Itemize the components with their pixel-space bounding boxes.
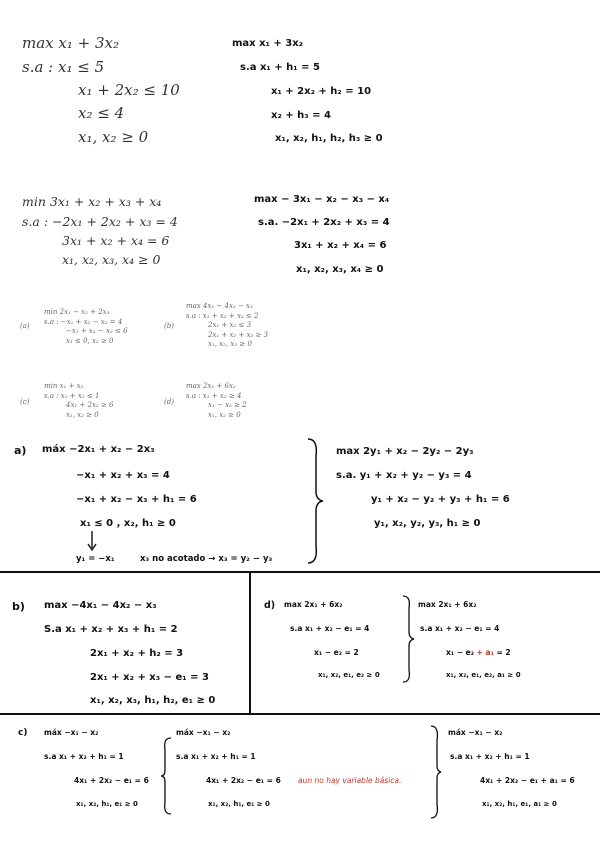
p1-typed-nonneg: x₁, x₂ ≥ 0 — [78, 128, 149, 146]
sol-c-constraint-1: s.a x₁ + x₂ + h₁ = 1 — [44, 752, 124, 761]
sol-c-step2-constraint-2: 4x₁ + 2x₂ − e₁ = 6 — [206, 776, 281, 785]
sol-d-std-objective: max 2x₁ + 6x₂ — [418, 600, 477, 609]
ex-a-statement: min 2x₁ − x₂ + 2x₃ s.a : −x₁ + x₂ − x₃ = 4 −x₁ + x₂ − x₃ ≤ 6 x₁ ≤ 0, x₂ ≥ 0 — [44, 308, 128, 345]
brace-icon — [428, 724, 442, 820]
divider-horizontal-1 — [0, 571, 600, 573]
ex-c-statement: min x₁ + x₂ s.a : x₁ + x₂ ≤ 1 4x₁ + 2x₂ ≥ 6 x₁, x₂ ≥ 0 — [44, 382, 114, 419]
ex-b-tag: (b) — [164, 322, 174, 330]
sol-c-nonneg: x₁, x₂, h₁, e₁ ≥ 0 — [76, 800, 138, 808]
p1-hand-constraint-3: x₂ + h₃ = 4 — [271, 110, 331, 121]
sol-a-std-constraint-1: s.a. y₁ + x₂ + y₂ − y₃ = 4 — [336, 470, 472, 481]
p2-typed-nonneg: x₁, x₂, x₃, x₄ ≥ 0 — [62, 252, 161, 267]
sol-a-objective: máx −2x₁ + x₂ − 2x₃ — [42, 444, 155, 455]
sol-a-substitution-2: x₃ no acotado → x₃ = y₂ − y₃ — [140, 554, 273, 564]
sol-b-nonneg: x₁, x₂, x₃, h₁, h₂, e₁ ≥ 0 — [90, 695, 216, 706]
p1-hand-constraint-2: x₁ + 2x₂ + h₂ = 10 — [271, 86, 372, 97]
sol-d-std-constraint-1: s.a x₁ + x₂ − e₁ = 4 — [420, 624, 500, 633]
ex-a-tag: (a) — [20, 322, 30, 330]
sol-c-step2-constraint-1: s.a x₁ + x₂ + h₁ = 1 — [176, 752, 256, 761]
sol-d-objective: max 2x₁ + 6x₂ — [284, 600, 343, 609]
sol-a-constraint-2: −x₁ + x₂ − x₃ + h₁ = 6 — [76, 494, 197, 505]
p2-hand-constraint-2: 3x₁ + x₂ + x₄ = 6 — [294, 240, 387, 251]
sol-d-tag: d) — [264, 600, 276, 611]
ex-c-tag: (c) — [20, 398, 30, 406]
brace-icon — [160, 736, 174, 816]
ex-d-statement: max 2x₁ + 6x₂ s.a : x₁ + x₂ ≥ 4 x₁ − x₂ ≥ 2 x₁, x₂ ≥ 0 — [186, 382, 247, 419]
artificial-variable-highlight: + a₁ — [474, 648, 497, 657]
sol-d-nonneg: x₁, x₂, e₁, e₂ ≥ 0 — [318, 671, 380, 679]
no-basic-variable-note: aun no hay variable básica. — [298, 776, 402, 785]
sol-a-constraint-1: −x₁ + x₂ + x₃ = 4 — [76, 470, 170, 481]
sol-d-std-constraint-2: x₁ − e₂ + a₁ = 2 — [446, 648, 511, 657]
p2-typed-constraint-1: s.a : −2x₁ + 2x₂ + x₃ = 4 — [22, 214, 178, 229]
p2-hand-objective: max − 3x₁ − x₂ − x₃ − x₄ — [254, 194, 390, 205]
sol-c-final-objective: máx −x₁ − x₂ — [448, 728, 503, 737]
brace-icon — [304, 436, 326, 566]
p1-hand-objective: max x₁ + 3x₂ — [232, 38, 304, 49]
sol-a-signs: x₁ ≤ 0 , x₂, h₁ ≥ 0 — [80, 518, 176, 529]
sol-c-final-constraint-1: s.a x₁ + x₂ + h₁ = 1 — [450, 752, 530, 761]
p1-typed-constraint-3: x₂ ≤ 4 — [78, 104, 125, 122]
sol-b-tag: b) — [12, 600, 25, 613]
sol-c-objective: máx −x₁ − x₂ — [44, 728, 99, 737]
sol-b-constraint-2: 2x₁ + x₂ + h₂ = 3 — [90, 648, 184, 659]
sol-c-final-nonneg: x₁, x₂, h₁, e₁, a₁ ≥ 0 — [482, 800, 557, 808]
p2-hand-nonneg: x₁, x₂, x₃, x₄ ≥ 0 — [296, 264, 384, 275]
sol-b-constraint-1: S.a x₁ + x₂ + x₃ + h₁ = 2 — [44, 624, 178, 635]
p1-hand-nonneg: x₁, x₂, h₁, h₂, h₃ ≥ 0 — [275, 133, 383, 144]
sol-c-constraint-2: 4x₁ + 2x₂ − e₁ = 6 — [74, 776, 149, 785]
sol-a-std-constraint-2: y₁ + x₂ − y₂ + y₃ + h₁ = 6 — [371, 494, 510, 505]
sol-a-tag: a) — [14, 444, 27, 457]
sol-d-constraint-2: x₁ − e₂ = 2 — [314, 648, 359, 657]
p1-typed-constraint-2: x₁ + 2x₂ ≤ 10 — [78, 81, 180, 99]
sol-c-step2-nonneg: x₁, x₂, h₁, e₁ ≥ 0 — [208, 800, 270, 808]
sol-a-std-nonneg: y₁, x₂, y₂, y₃, h₁ ≥ 0 — [374, 518, 481, 529]
ex-d-tag: (d) — [164, 398, 174, 406]
p1-hand-constraint-1: s.a x₁ + h₁ = 5 — [240, 62, 320, 73]
sol-c-tag: c) — [18, 728, 28, 738]
down-arrow-icon — [86, 530, 98, 552]
sol-c-step2-objective: máx −x₁ − x₂ — [176, 728, 231, 737]
sol-c-final-constraint-2: 4x₁ + 2x₂ − e₁ + a₁ = 6 — [480, 776, 575, 785]
p2-typed-constraint-2: 3x₁ + x₂ + x₄ = 6 — [62, 233, 170, 248]
p1-typed-objective: max x₁ + 3x₂ — [22, 34, 119, 52]
sol-d-constraint-1: s.a x₁ + x₂ − e₁ = 4 — [290, 624, 370, 633]
sol-b-constraint-3: 2x₁ + x₂ + x₃ − e₁ = 3 — [90, 672, 209, 683]
sol-b-objective: max −4x₁ − 4x₂ − x₃ — [44, 600, 157, 611]
divider-vertical — [249, 572, 251, 714]
p2-hand-constraint-1: s.a. −2x₁ + 2x₂ + x₃ = 4 — [258, 217, 390, 228]
sol-d-std-nonneg: x₁, x₂, e₁, e₂, a₁ ≥ 0 — [446, 671, 521, 679]
ex-b-statement: max 4x₁ − 4x₂ − x₃ s.a : x₁ + x₂ + x₃ ≤ 2 2x₁ + x₂ ≤ 3 2x₁ + x₂ + x₃ ≥ 3 x₁, x₂, x₃ ≥ 0 — [186, 302, 269, 348]
sol-a-std-objective: max 2y₁ + x₂ − 2y₂ − 2y₃ — [336, 446, 474, 457]
p2-typed-objective: min 3x₁ + x₂ + x₃ + x₄ — [22, 194, 162, 209]
brace-icon — [400, 594, 416, 684]
sol-a-substitution-1: y₁ = −x₁ — [76, 554, 115, 564]
p1-typed-constraint-1: s.a : x₁ ≤ 5 — [22, 58, 105, 76]
divider-horizontal-2 — [0, 713, 600, 715]
